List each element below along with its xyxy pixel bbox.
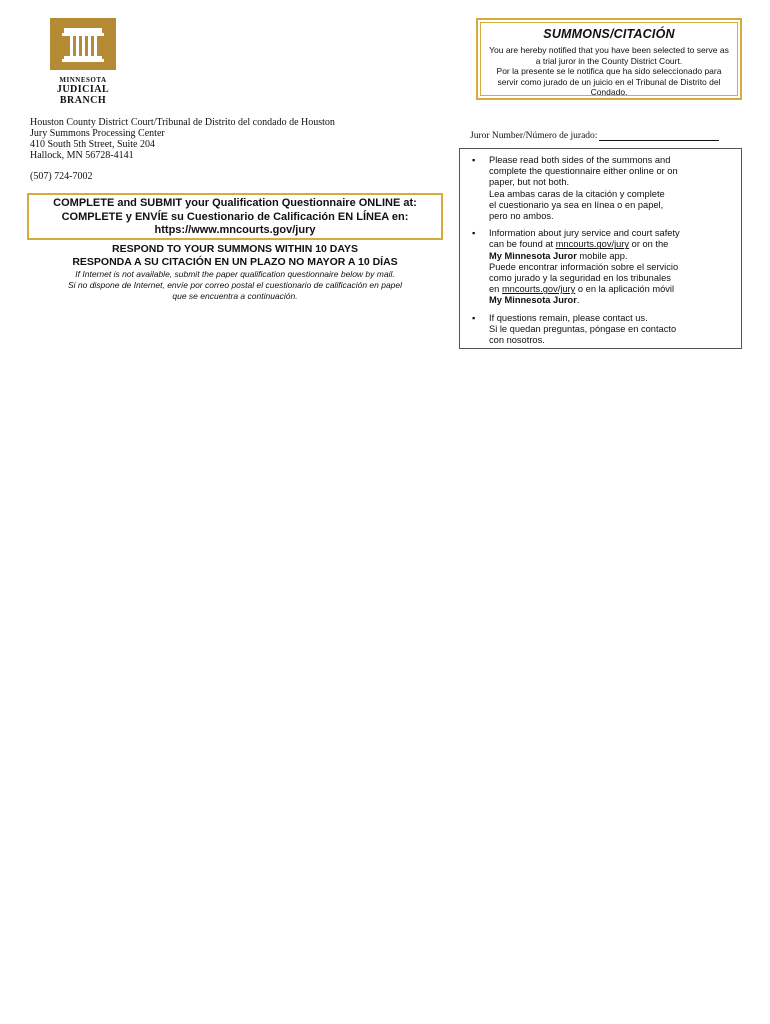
address-line: Jury Summons Processing Center: [30, 128, 165, 139]
logo-text-minnesota: MINNESOTA: [59, 76, 107, 84]
online-instruction-es: COMPLETE y ENVÍE su Cuestionario de Calificación EN LÍNEA en:: [61, 210, 409, 223]
info-text: pero no ambos.: [489, 211, 554, 222]
info-text: Puede encontrar información sobre el servicio: [489, 261, 679, 272]
paper-note-en: If Internet is not available, submit the paper qualification questionnaire below by mail.: [75, 269, 395, 279]
respond-deadline-en: RESPOND TO YOUR SUMMONS WITHIN 10 DAYS: [111, 243, 358, 255]
online-url-link[interactable]: https://www.mncourts.gov/jury: [154, 224, 316, 236]
info-text: Please read both sides of the summons and: [489, 155, 671, 165]
online-instruction-en: COMPLETE and SUBMIT your Qualification Questionnaire ONLINE at:: [53, 197, 417, 209]
info-text: .: [576, 295, 580, 306]
info-text: el cuestionario ya sea en línea o en papel,: [489, 199, 664, 210]
info-text: o en la aplicación móvil: [575, 284, 675, 295]
logo-text-branch: BRANCH: [59, 95, 107, 106]
info-text: Information about jury service and court safety: [489, 228, 680, 239]
court-phone: (507) 724-7002: [30, 171, 93, 182]
respond-section: [20, 243, 450, 302]
address-line: Houston County District Court/Tribunal de Distrito del condado de Houston: [30, 117, 335, 128]
info-text: como jurado y la seguridad en los tribunales: [489, 273, 671, 284]
info-text: [489, 239, 733, 250]
summons-title: SUMMONS/CITACIÓN: [543, 27, 675, 41]
list-item: [470, 313, 733, 347]
app-name: My Minnesota Juror: [489, 295, 577, 306]
info-box: [459, 148, 742, 349]
summons-notice-box: [476, 18, 742, 100]
courthouse-pillars-icon: [50, 18, 116, 70]
juror-number-blank: [599, 131, 719, 141]
logo-text-judicial: JUDICIAL: [56, 84, 110, 95]
info-text: [489, 284, 733, 295]
info-text: con nosotros.: [489, 335, 545, 346]
court-address: [30, 117, 335, 161]
info-text: paper, but not both.: [489, 177, 570, 188]
info-text: or on the: [629, 239, 669, 250]
info-text: complete the questionnaire either online or on: [489, 166, 678, 177]
bullet-icon: ▪: [472, 228, 476, 239]
bullet-icon: ▪: [472, 155, 476, 165]
app-name: My Minnesota Juror: [489, 250, 577, 261]
bullet-icon: ▪: [472, 312, 476, 323]
mn-judicial-logo: [48, 18, 118, 114]
info-text: mobile app.: [576, 250, 628, 261]
paper-note-es: Si no dispone de Internet, envíe por correo postal el cuestionario de calificación en papel: [67, 280, 403, 290]
summons-text-es: Por la presente se le notifica que ha sido seleccionado para servir como jurado de un juicio en el Tribunal de Distrito del Condado.: [496, 66, 722, 97]
info-text: Si le quedan preguntas, póngase en contacto: [489, 323, 677, 334]
info-text: [489, 295, 733, 306]
mncourts-link[interactable]: mncourts.gov/jury: [555, 239, 630, 250]
info-text: en: [489, 284, 502, 295]
list-item: [470, 228, 733, 306]
summons-text-en: You are hereby notified that you have been selected to serve as a trial juror in the County District Court.: [489, 45, 729, 66]
respond-deadline-es: RESPONDA A SU CITACIÓN EN UN PLAZO NO MAYOR A 10 DÍAS: [72, 256, 398, 268]
juror-number-field: [470, 131, 719, 141]
info-text: [489, 251, 733, 262]
juror-number-label: Juror Number/Número de jurado:: [470, 131, 598, 141]
list-item: [470, 155, 733, 222]
online-submission-box: [27, 193, 443, 240]
info-text: If questions remain, please contact us.: [489, 312, 648, 323]
paper-note-es-cont: que se encuentra a continuación.: [172, 291, 298, 301]
address-line: Hallock, MN 56728-4141: [30, 150, 134, 161]
info-text: can be found at: [489, 239, 556, 250]
address-line: 410 South 5th Street, Suite 204: [30, 139, 155, 150]
info-text: Lea ambas caras de la citación y complete: [489, 188, 665, 199]
mncourts-link[interactable]: mncourts.gov/jury: [501, 284, 576, 295]
